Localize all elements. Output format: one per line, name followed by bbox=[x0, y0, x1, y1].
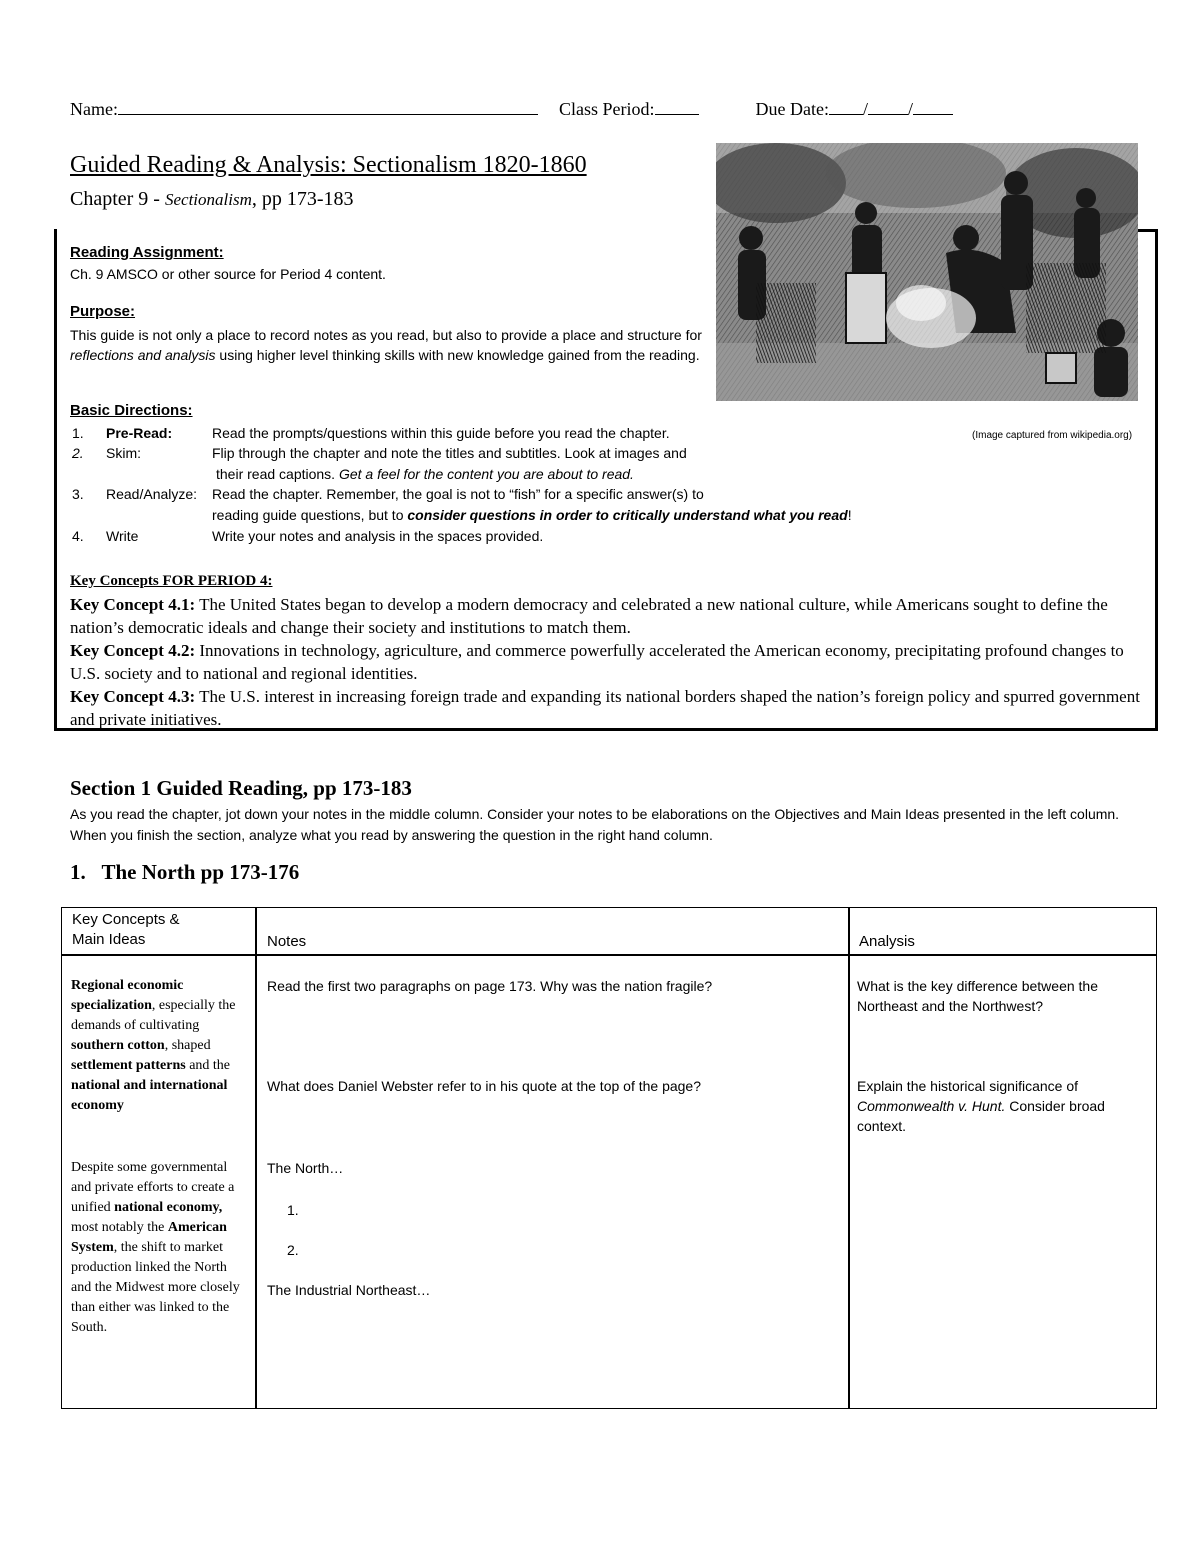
main-idea-1 bbox=[71, 976, 249, 1116]
basic-directions-label: Basic Directions: bbox=[70, 402, 193, 419]
purpose-label: Purpose: bbox=[70, 303, 136, 320]
main-idea-bold: national and international economy bbox=[71, 1078, 228, 1113]
name-label: Name: bbox=[70, 99, 118, 119]
column-divider bbox=[255, 908, 257, 1408]
direction-number: 4. bbox=[72, 528, 84, 544]
notes-prompt-3: The North… bbox=[267, 1160, 344, 1176]
analysis-text: Consider broad context. bbox=[857, 1098, 1105, 1134]
class-period-label: Class Period: bbox=[558, 99, 655, 119]
chapter-name: Sectionalism bbox=[164, 190, 252, 209]
column-header-line: Main Ideas bbox=[72, 931, 146, 948]
main-idea-bold: settlement patterns bbox=[71, 1058, 186, 1073]
direction-name: Pre-Read: bbox=[106, 425, 173, 441]
column-header-analysis: Analysis bbox=[859, 933, 915, 950]
direction-name: Read/Analyze: bbox=[106, 486, 198, 502]
main-idea-bold: national economy, bbox=[114, 1200, 223, 1215]
direction-number: 3. bbox=[72, 486, 84, 502]
analysis-text: Explain the historical significance of bbox=[857, 1078, 1079, 1094]
due-month-field[interactable] bbox=[829, 98, 863, 115]
due-day-field[interactable] bbox=[868, 98, 908, 115]
direction-text-part: their read captions. bbox=[216, 466, 339, 482]
purpose-text bbox=[70, 325, 710, 365]
analysis-question-1: What is the key difference between the Northeast and the Northwest? bbox=[857, 978, 1098, 1014]
analysis-question-2 bbox=[857, 1076, 1147, 1136]
column-header-notes: Notes bbox=[267, 933, 307, 950]
direction-name: Skim: bbox=[106, 445, 141, 461]
chapter-heading bbox=[70, 188, 354, 211]
notes-prompt-2: What does Daniel Webster refer to in his quote at the top of the page? bbox=[267, 1078, 702, 1094]
header-fields bbox=[70, 98, 953, 120]
direction-text-line2 bbox=[212, 507, 852, 523]
notes-prompt-4: The Industrial Northeast… bbox=[267, 1282, 431, 1298]
info-box-top-gap bbox=[57, 222, 717, 234]
main-idea-2 bbox=[71, 1158, 249, 1338]
direction-text-part: ! bbox=[847, 507, 852, 523]
column-header-key-concepts bbox=[72, 910, 180, 950]
subsection-number: 1. bbox=[70, 860, 86, 884]
due-slash-1: / bbox=[862, 99, 868, 119]
main-idea-text: Despite some governmental and private efforts to create a unified bbox=[71, 1160, 235, 1215]
direction-text: Read the chapter. Remember, the goal is not to “fish” for a specific answer(s) to bbox=[212, 486, 704, 502]
notes-list-item-1: 1. bbox=[287, 1202, 299, 1218]
chapter-prefix: Chapter 9 - bbox=[70, 188, 160, 210]
key-concept-text: The United States began to develop a modern democracy and celebrated a new national culture, while Americans sought to define the nation’s democratic ideals and change their society and institutions to match them. bbox=[70, 595, 1108, 637]
due-year-field[interactable] bbox=[913, 98, 953, 115]
main-idea-text: most notably the bbox=[71, 1220, 168, 1235]
direction-number: 2. bbox=[72, 445, 84, 461]
column-divider bbox=[848, 908, 850, 1408]
main-idea-bold: southern cotton bbox=[71, 1038, 165, 1053]
key-concepts-list bbox=[70, 593, 1142, 731]
chapter-pages: , pp 173-183 bbox=[251, 188, 354, 210]
key-concept-item bbox=[70, 593, 1142, 639]
direction-text-bold-italic: consider questions in order to critically understand what you read bbox=[407, 507, 848, 523]
image-caption: (Image captured from wikipedia.org) bbox=[972, 430, 1133, 441]
direction-name: Write bbox=[106, 528, 139, 544]
purpose-text-part: using higher level thinking skills with new knowledge gained from the reading. bbox=[215, 347, 700, 363]
key-concept-text: Innovations in technology, agriculture, and commerce powerfully accelerated the American economy, precipitating profound changes to U.S. society and to national and regional identities. bbox=[70, 641, 1124, 683]
purpose-text-part: This guide is not only a place to record notes as you read, but also to provide a place and structure for bbox=[70, 327, 702, 343]
main-idea-text: , the shift to market production linked the North and the Midwest more closely than either was linked to the South. bbox=[71, 1240, 240, 1335]
subsection-name: The North pp 173-176 bbox=[101, 860, 300, 884]
direction-text: Read the prompts/questions within this guide before you read the chapter. bbox=[212, 425, 670, 441]
key-concept-label: Key Concept 4.3: bbox=[70, 687, 196, 706]
section-instructions: As you read the chapter, jot down your notes in the middle column. Consider your notes to be elaborations on the Objectives and Main Ideas presented in the left column. When you finish the section, analyze what you read by answering the question in the right hand column. bbox=[70, 806, 1120, 843]
reading-assignment-label: Reading Assignment: bbox=[70, 244, 224, 261]
section-title: Section 1 Guided Reading, pp 173-183 bbox=[70, 776, 412, 800]
main-idea-text: , shaped bbox=[164, 1038, 211, 1053]
main-idea-bold: Regional economic specialization bbox=[71, 978, 184, 1013]
due-date-label: Due Date: bbox=[755, 99, 829, 119]
direction-number: 1. bbox=[72, 425, 84, 441]
class-period-field[interactable] bbox=[655, 98, 699, 115]
direction-text: Flip through the chapter and note the titles and subtitles. Look at images and bbox=[212, 445, 687, 461]
direction-text-part: reading guide questions, but to bbox=[212, 507, 408, 523]
key-concept-item bbox=[70, 685, 1142, 731]
purpose-text-italic: reflections and analysis bbox=[70, 347, 216, 363]
main-idea-text: , especially the demands of cultivating bbox=[71, 998, 236, 1033]
guided-reading-table bbox=[61, 907, 1157, 1409]
key-concepts-header: Key Concepts FOR PERIOD 4: bbox=[70, 573, 273, 589]
direction-text-italic: Get a feel for the content you are about to read. bbox=[338, 466, 634, 482]
key-concept-label: Key Concept 4.1: bbox=[70, 595, 196, 614]
name-field[interactable] bbox=[118, 98, 538, 115]
reading-assignment-text: Ch. 9 AMSCO or other source for Period 4 content. bbox=[70, 266, 386, 282]
direction-text: Write your notes and analysis in the spaces provided. bbox=[212, 528, 544, 544]
column-header-line: Key Concepts & bbox=[72, 911, 180, 928]
subsection-title bbox=[70, 860, 299, 885]
analysis-case-name: Commonwealth v. Hunt. bbox=[857, 1098, 1006, 1114]
historical-engraving-image bbox=[716, 143, 1138, 401]
notes-prompt-1: Read the first two paragraphs on page 173. Why was the nation fragile? bbox=[267, 978, 713, 994]
due-slash-2: / bbox=[907, 99, 913, 119]
key-concept-text: The U.S. interest in increasing foreign trade and expanding its national borders shaped the nation’s foreign policy and spurred government and private initiatives. bbox=[70, 687, 1140, 729]
notes-list-item-2: 2. bbox=[287, 1242, 299, 1258]
key-concept-item bbox=[70, 639, 1142, 685]
page-title: Guided Reading & Analysis: Sectionalism 1820-1860 bbox=[70, 152, 587, 178]
direction-text-line2 bbox=[216, 466, 634, 482]
main-idea-bold: American System bbox=[71, 1220, 227, 1255]
main-idea-text: and the bbox=[185, 1058, 231, 1073]
key-concept-label: Key Concept 4.2: bbox=[70, 641, 196, 660]
header-divider bbox=[62, 954, 1156, 956]
